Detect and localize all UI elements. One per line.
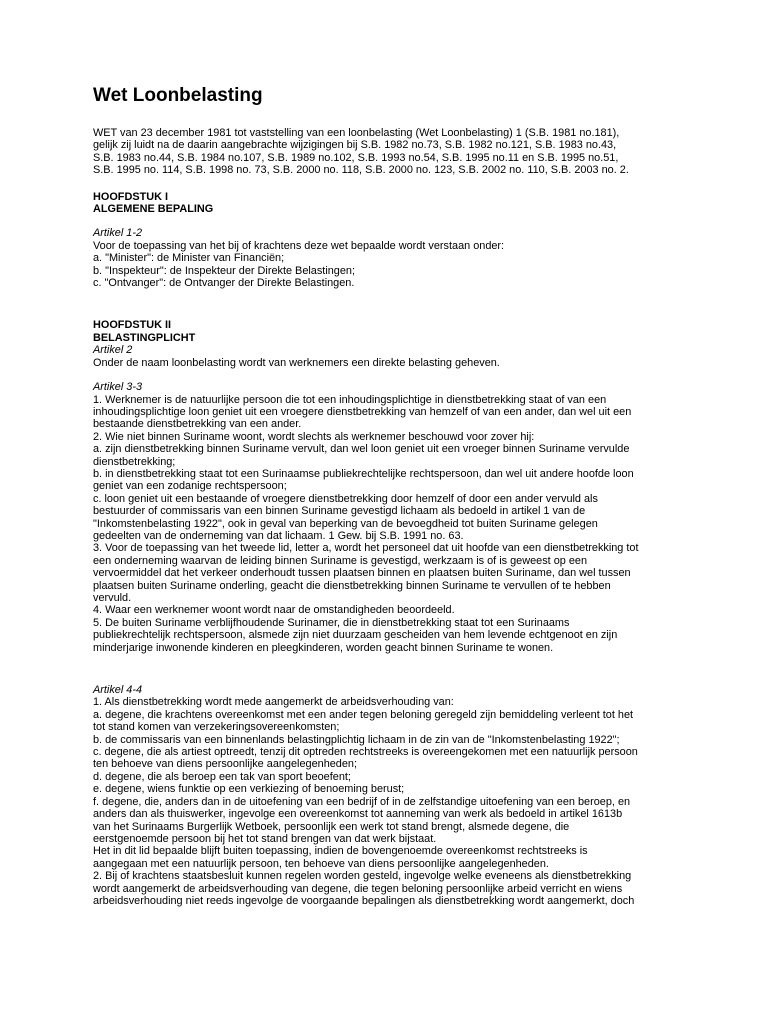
intro-line: WET van 23 december 1981 tot vaststelling van een loonbelasting (Wet Loonbelasting) 1 (S.B. 1981 no.181), — [93, 127, 620, 139]
article-text-line: 1. Werknemer is de natuurlijke persoon die tot een inhoudingsplichtige in dienstbetrekking staat of van een — [93, 393, 607, 406]
article-text-line: c. "Ontvanger": de Ontvanger der Direkte Belastingen. — [93, 277, 355, 290]
article-2-title: Artikel 2 — [93, 344, 133, 357]
article-4-4-body — [93, 696, 683, 907]
article-text-line: Voor de toepassing van het bij of krachtens deze wet bepaalde wordt verstaan onder: — [93, 239, 505, 252]
article-4-4-title: Artikel 4-4 — [93, 684, 143, 697]
article-text-line: aangegaan met een natuurlijk persoon, ten behoeve van diens persoonlijke aangelegenheden. — [93, 857, 549, 870]
article-text-line: Het in dit lid bepaalde blijft buiten toepassing, indien de bovengenoemde overeenkomst rechtstreeks is — [93, 845, 588, 858]
article-text-line: een onderneming waarvan de leiding binnen Suriname is gevestigd, werkzaam is of is geweest op een — [93, 554, 588, 567]
article-text-line: b. "Inspekteur": de Inspekteur der Direkte Belastingen; — [93, 264, 355, 277]
article-text-line: 2. Bij of krachtens staatsbesluit kunnen regelen worden gesteld, ingevolge welke eveneens als dienstbetrekking — [93, 870, 632, 883]
chapter-2 — [93, 319, 683, 907]
article-text-line: gedeelten van de onderneming van dat lichaam. 1 Gew. bij S.B. 1991 no. 63. — [93, 529, 464, 542]
article-text-line: a. degene, die krachtens overeenkomst met een ander tegen beloning geregeld zijn bemiddeling verleent tot het — [93, 708, 634, 721]
article-text-line: plaatsen buiten Suriname onderling, geacht die dienstbetrekking binnen Suriname te vervullen of te hebben — [93, 579, 611, 592]
article-text-line: "Inkomstenbelasting 1922", ook in geval van beperking van de bevoegdheid tot buiten Suriname gelegen — [93, 517, 598, 530]
intro-line: S.B. 1983 no.44, S.B. 1984 no.107, S.B. 1989 no.102, S.B. 1993 no.54, S.B. 1995 no.11 en S.B. 1995 no.51, — [93, 151, 619, 164]
article-text-line: e. degene, wiens funktie op een verkiezing of benoeming berust; — [93, 783, 405, 796]
article-text-line: geniet van een zodanige rechtspersoon; — [93, 480, 287, 493]
article-text-line: 3. Voor de toepassing van het tweede lid, letter a, wordt het personeel dat uit hoofde van een dienstbetrekking tot — [93, 542, 639, 555]
article-text-line: a. zijn dienstbetrekking binnen Suriname vervult, dan wel loon geniet uit een vroeger binnen Suriname vervulde — [93, 443, 630, 456]
article-text-line: c. degene, die als artiest optreedt, tenzij dit optreden rechtstreeks is overeengekomen met een natuurlijk persoon — [93, 746, 638, 759]
intro-paragraph — [93, 127, 683, 177]
article-text-line: anders dan als thuiswerker, ingevolge een overeenkomst tot aanneming van werk als bedoeld in artikel 1613b — [93, 808, 623, 821]
article-text-line: inhoudingsplichtige loon geniet uit een vroegere dienstbetrekking van hemzelf of van een ander, dan wel uit een — [93, 405, 632, 418]
article-text-line: minderjarige inwonende kinderen en pleegkinderen, worden geacht binnen Suriname te wonen. — [93, 641, 554, 654]
article-text-line: bestuurder of commissaris van een binnen Suriname gevestigd lichaam als bedoeld in artikel 1 van de — [93, 505, 586, 518]
article-text-line: b. de commissaris van een binnenlands belastingplichtig lichaam in de zin van de "Inkomstenbelasting 1922"; — [93, 733, 620, 746]
article-3-3-title: Artikel 3-3 — [93, 381, 143, 394]
article-text-line: tot stand komen van verzekeringsovereenkomsten; — [93, 721, 340, 734]
article-text-line: c. loon geniet uit een bestaande of vroegere dienstbetrekking door hemzelf of door een ander vervuld als — [93, 492, 598, 505]
article-text-line: a. "Minister": de Minister van Financiën; — [93, 252, 285, 265]
article-text-line: d. degene, die als beroep een tak van sport beoefent; — [93, 770, 351, 783]
article-text-line: 2. Wie niet binnen Suriname woont, wordt slechts als werknemer beschouwd voor zover hij: — [93, 430, 535, 443]
intro-line: gelijk zij luidt na de daarin aangebrachte wijzigingen bij S.B. 1982 no.73, S.B. 1982 no.121, S.B. 1983 no.43, — [93, 139, 617, 152]
article-text-line: f. degene, die, anders dan in de uitoefening van een bedrijf of in de zelfstandige uitoefening van een beroep, en — [93, 795, 631, 808]
article-text-line: arbeidsverhouding niet reeds ingevolge de voorgaande bepalingen als dienstbetrekking wordt aangemerkt, doch — [93, 894, 635, 907]
article-text-line: dienstbetrekking; — [93, 455, 176, 468]
article-text-line: b. in dienstbetrekking staat tot een Surinaamse publiekrechtelijke rechtspersoon, dan wel uit andere hoofde loon — [93, 467, 634, 480]
article-text-line: 1. Als dienstbetrekking wordt mede aangemerkt de arbeidsverhouding van: — [93, 696, 454, 709]
document-title: Wet Loonbelasting — [93, 85, 263, 106]
chapter-1-subheading: ALGEMENE BEPALING — [93, 203, 214, 216]
chapter-1 — [93, 191, 683, 290]
article-1-2-title: Artikel 1-2 — [93, 227, 143, 240]
article-text-line: vervuld. — [93, 592, 132, 604]
article-text-line: Onder de naam loonbelasting wordt van werknemers een direkte belasting geheven. — [93, 356, 500, 369]
article-text-line: 4. Waar een werknemer woont wordt naar de omstandigheden beoordeeld. — [93, 604, 455, 617]
article-3-3-body — [93, 394, 683, 655]
article-text-line: publiekrechtelijk rechtspersoon, alsmede zijn niet duurzaam gescheiden van hem levende echtgenoot en zijn — [93, 629, 618, 642]
article-text-line: wordt aangemerkt de arbeidsverhouding van degene, die tegen beloning persoonlijke arbeid verricht en wiens — [93, 882, 623, 895]
article-text-line: eerstgenoemde persoon bij het tot stand brengen van dat werk bijstaat. — [93, 832, 437, 845]
chapter-2-heading: HOOFDSTUK II — [93, 319, 172, 332]
article-text-line: van het Surinaams Burgerlijk Wetboek, persoonlijk een werk tot stand brengt, alsmede degene, die — [93, 820, 570, 833]
article-text-line: ten behoeve van diens persoonlijke aangelegenheden; — [93, 758, 358, 771]
chapter-2-subheading: BELASTINGPLICHT — [93, 331, 196, 344]
intro-line: S.B. 1995 no. 114, S.B. 1998 no. 73, S.B. 2000 no. 118, S.B. 2000 no. 123, S.B. 2002 no. 110, S.B. 2003 no. 2. — [93, 164, 629, 177]
article-text-line: 5. De buiten Suriname verblijfhoudende Surinamer, die in dienstbetrekking staat tot een Surinaams — [93, 616, 570, 629]
article-text-line: vervoermiddel dat het verkeer onderhoudt tussen plaatsen binnen en plaatsen buiten Suriname, dan wel tussen — [93, 567, 631, 580]
article-text-line: bestaande dienstbetrekking van een ander. — [93, 418, 302, 431]
chapter-1-heading: HOOFDSTUK I — [93, 190, 169, 203]
